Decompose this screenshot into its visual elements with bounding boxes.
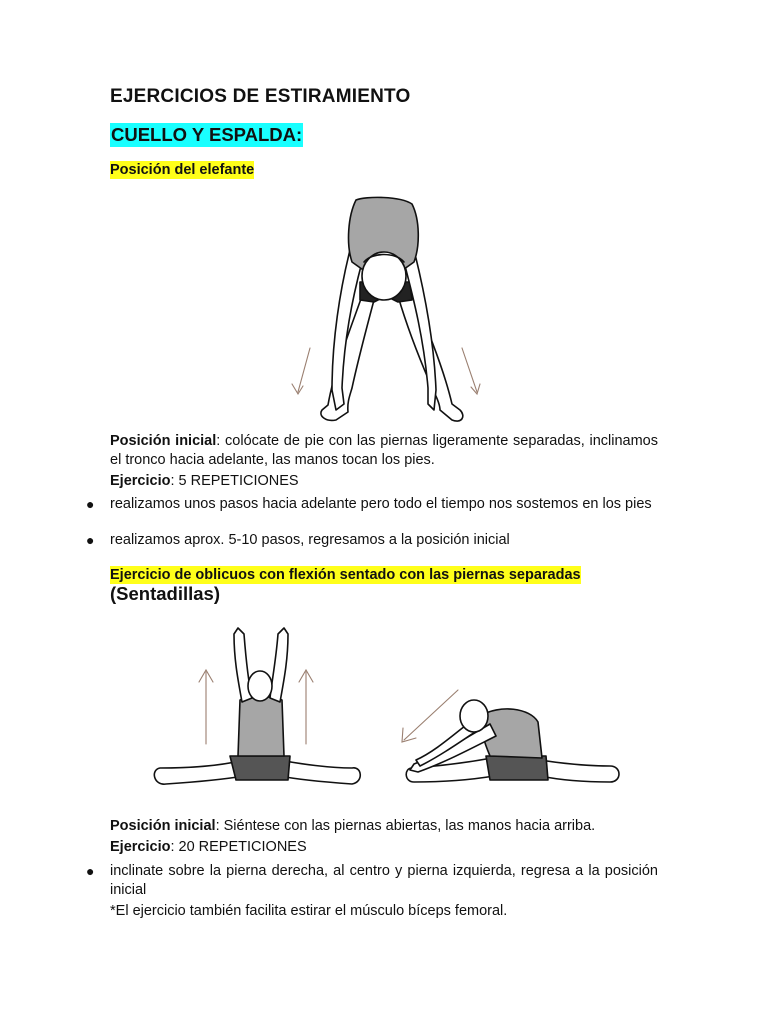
exercise2-bullet-1: inclinate sobre la pierna derecha, al centro y pierna izquierda, regresa a la posición inicial	[110, 863, 658, 898]
document-title: EJERCICIOS DE ESTIRAMIENTO	[110, 86, 411, 107]
right-leg	[398, 296, 463, 421]
exercise2-subheading: (Sentadillas)	[110, 583, 220, 604]
left-leg	[321, 296, 374, 420]
exercise1-repetitions: Ejercicio: 5 REPETICIONES	[110, 473, 299, 489]
exercise1-initial-position: Posición inicial: colócate de pie con las piernas ligeramente separadas, inclinamos el tronco hacia adelante, las manos tocan los pies.	[110, 433, 658, 468]
figB-torso	[480, 709, 542, 758]
figA-torso	[238, 697, 284, 756]
exercise2-note: *El ejercicio también facilita estirar el músculo bíceps femoral.	[110, 903, 508, 919]
exercise1-heading: Posición del elefante	[110, 162, 255, 178]
figB-right-leg	[540, 760, 619, 782]
exercise1-bullet-2: realizamos aprox. 5-10 pasos, regresamos a la posición inicial	[110, 532, 510, 548]
exercise2-heading: Ejercicio de oblicuos con flexión sentado con las piernas separadas	[110, 567, 581, 583]
figB-head	[460, 700, 488, 732]
left-arm	[332, 250, 362, 410]
section-heading: CUELLO Y ESPALDA:	[111, 124, 303, 145]
figA-left-leg	[154, 760, 244, 784]
figB-left-leg	[406, 758, 494, 782]
right-arm	[404, 250, 436, 410]
figA-right-leg	[280, 760, 360, 784]
bullet-icon: ●	[86, 863, 95, 879]
bullet-icon: ●	[86, 532, 95, 548]
head	[362, 252, 406, 300]
exercise2-initial-position: Posición inicial: Siéntese con las piernas abiertas, las manos hacia arriba.	[110, 818, 596, 834]
figA-head	[248, 671, 272, 701]
exercise2-repetitions: Ejercicio: 20 REPETICIONES	[110, 839, 307, 855]
torso	[349, 197, 419, 272]
figA-right-arm	[270, 628, 288, 702]
exercise1-bullet-1: realizamos unos pasos hacia adelante pero todo el tiempo nos sostemos en los pies	[110, 496, 652, 512]
figB-lower-arm	[410, 724, 496, 772]
figB-upper-arm	[416, 722, 478, 766]
figA-left-arm	[234, 628, 252, 702]
bullet-icon: ●	[86, 496, 95, 512]
